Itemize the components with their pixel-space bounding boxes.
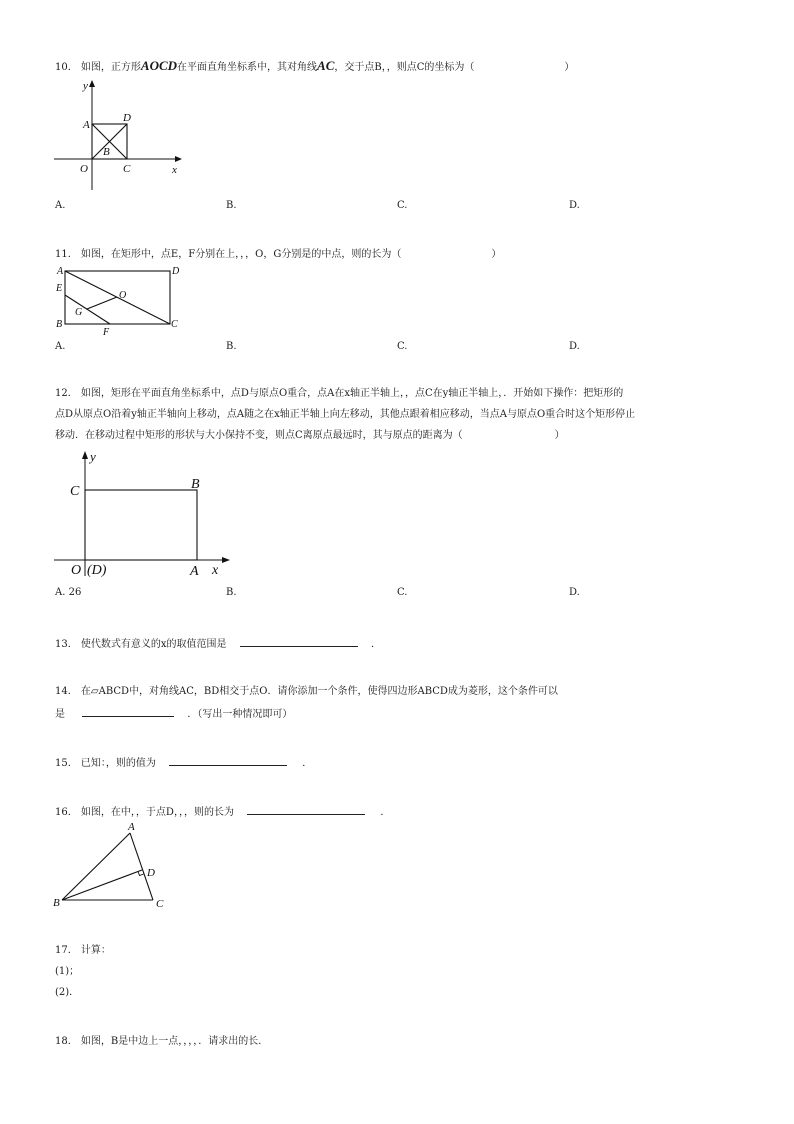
option-a[interactable]: A. 26 <box>55 587 82 598</box>
question-12-line3: 移动．在移动过程中矩形的形状与大小保持不变，则点C离原点最远时，其与原点的距离为（ ） <box>55 430 565 441</box>
option-c[interactable]: C. <box>397 341 408 352</box>
label-A: A <box>83 119 90 131</box>
label-A: A <box>128 821 135 833</box>
option-d[interactable]: D. <box>569 341 580 352</box>
option-a[interactable]: A. <box>55 341 66 352</box>
label-D: D <box>123 112 131 124</box>
answer-blank[interactable] <box>169 755 287 766</box>
figure-q10-square <box>50 78 190 198</box>
figure-q12-rectangle <box>50 448 240 580</box>
label-C: C <box>171 319 178 330</box>
option-c[interactable]: C. <box>397 587 408 598</box>
option-b[interactable]: B. <box>226 200 237 211</box>
question-15: 15． 已知：，则的值为 ． <box>55 755 312 770</box>
label-A: A <box>57 266 64 277</box>
option-b[interactable]: B. <box>226 587 237 598</box>
question-12-line1: 12． 如图，矩形在平面直角坐标系中，点D与原点O重合，点A在x轴正半轴上，，点C在y轴正半轴上，．开始如下操作：把矩形的 <box>55 388 624 399</box>
figure-q11-rectangle <box>50 262 190 340</box>
question-13: 13． 使代数式有意义的x的取值范围是 ． <box>55 636 381 651</box>
label-D-paren: (D) <box>87 563 107 578</box>
label-O: O <box>80 163 88 175</box>
question-17: 17． 计算： <box>55 945 111 956</box>
label-G: G <box>75 307 83 318</box>
label-x: x <box>212 563 219 578</box>
label-B: B <box>191 477 200 492</box>
label-B: B <box>103 146 110 158</box>
label-E: E <box>56 283 63 294</box>
figure-q16-triangle <box>50 820 180 912</box>
answer-blank[interactable] <box>82 706 174 717</box>
question-16: 16． 如图，在中，，于点D，，，则的长为 ． <box>55 804 390 819</box>
label-y: y <box>83 80 88 92</box>
question-10-stem: 10． 如图，正方形AOCD在平面直角坐标系中，其对角线AC，交于点B，，则点C的坐标为（ ） <box>55 58 575 73</box>
label-A: A <box>190 564 199 579</box>
option-d[interactable]: D. <box>569 200 580 211</box>
option-c[interactable]: C. <box>397 200 408 211</box>
label-B: B <box>53 897 60 909</box>
label-C: C <box>156 898 164 910</box>
question-11-stem: 11． 如图，在矩形中，点E，F分别在上，，，O，G分别是的中点，则的长为（ ） <box>55 249 502 260</box>
label-O: O <box>71 563 82 578</box>
label-O: O <box>119 290 127 301</box>
question-18: 18． 如图，B是中边上一点，，，，．请求出的长． <box>55 1036 269 1047</box>
option-b[interactable]: B. <box>226 341 237 352</box>
label-C: C <box>123 163 131 175</box>
label-y: y <box>90 449 96 464</box>
label-F: F <box>103 327 110 338</box>
label-B: B <box>56 319 63 330</box>
question-17-part2: (2)． <box>55 987 80 998</box>
answer-blank[interactable] <box>240 636 358 647</box>
label-D: D <box>172 266 180 277</box>
label-D: D <box>147 867 155 879</box>
question-12-line2: 点D从原点O沿着y轴正半轴向上移动，点A随之在x轴正半轴上向左移动，其他点跟着相应移动，当点A与原点O重合时这个矩形停止 <box>55 409 636 420</box>
answer-blank[interactable] <box>247 804 365 815</box>
question-14-line2: 是 ．（写出一种情况即可） <box>55 706 292 721</box>
question-17-part1: (1)； <box>55 966 80 977</box>
square-name: AOCD <box>140 58 178 73</box>
label-C: C <box>70 484 80 499</box>
question-14-line1: 14． 在▱ABCD中，对角线AC，BD相交于点O．请你添加一个条件，使得四边形ABCD成为菱形，这个条件可以 <box>55 686 558 697</box>
option-a[interactable]: A. <box>55 200 66 211</box>
label-x: x <box>172 164 177 176</box>
diagonal-name: AC <box>317 58 335 73</box>
option-d[interactable]: D. <box>569 587 580 598</box>
